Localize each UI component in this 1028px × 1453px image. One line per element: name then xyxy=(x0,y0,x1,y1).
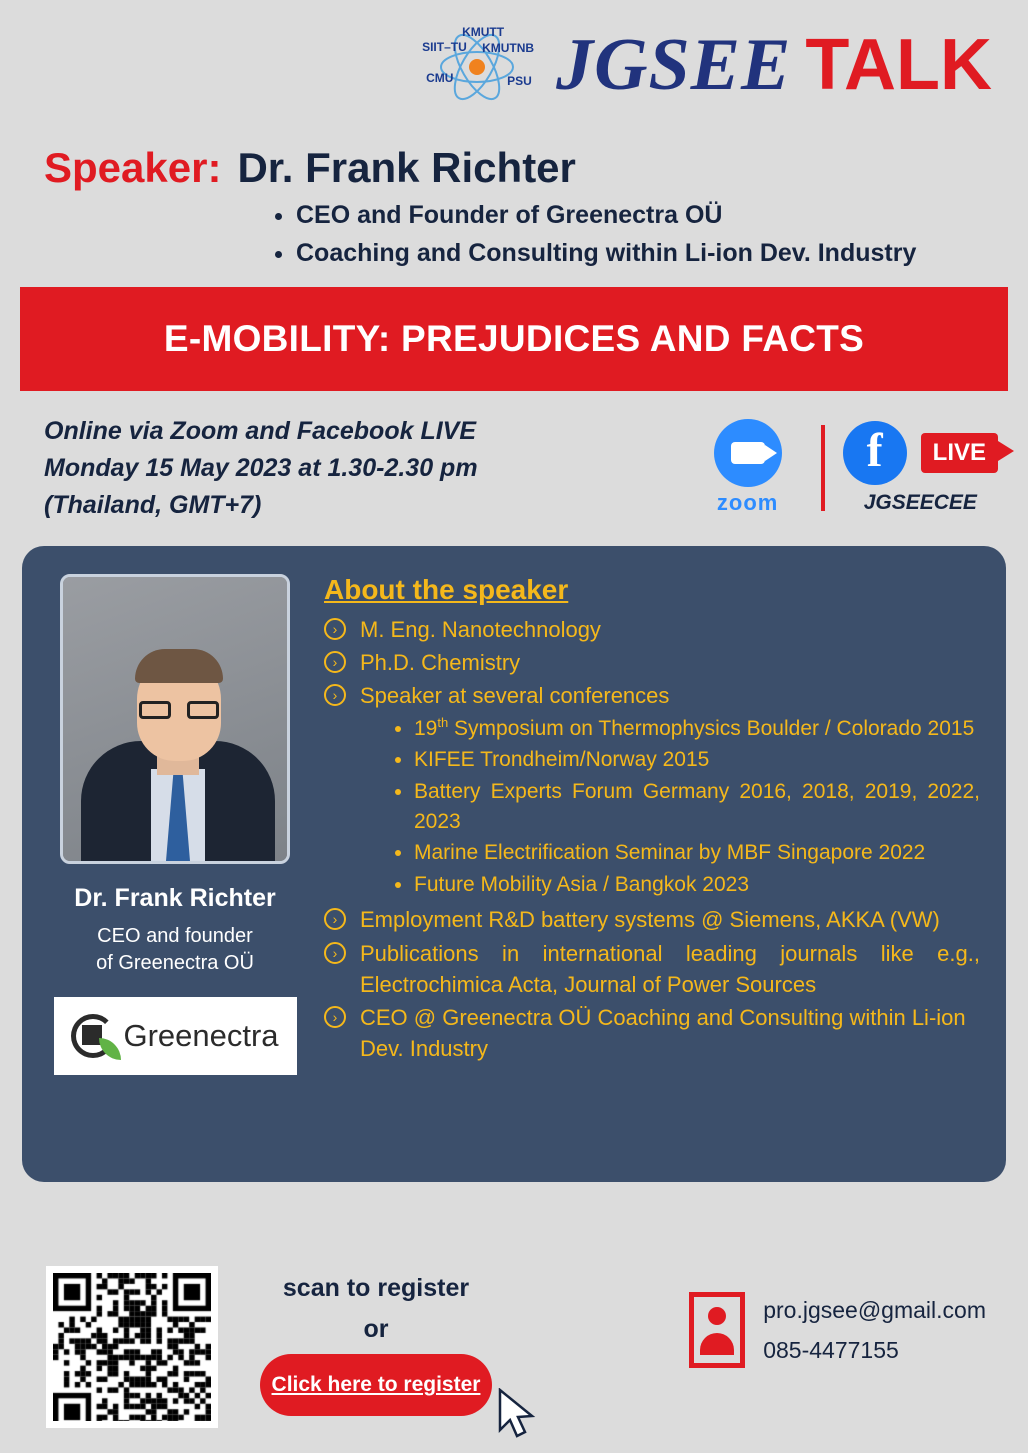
schedule-section xyxy=(0,391,1028,524)
about-item-text: Speaker at several conferences xyxy=(360,683,670,709)
contact-email: pro.jgsee@gmail.com xyxy=(763,1297,986,1323)
chevron-right-icon: › xyxy=(324,1006,346,1028)
speaker-bullet-list xyxy=(274,198,988,271)
about-item xyxy=(324,614,980,645)
glasses-icon xyxy=(139,701,219,721)
greenectra-wordmark: Greenectra xyxy=(123,1018,279,1053)
mouse-cursor-icon xyxy=(494,1388,538,1442)
logo-label-kmutt: KMUTT xyxy=(462,25,505,39)
about-item xyxy=(324,1002,980,1064)
scan-instruction: scan to register xyxy=(282,1274,470,1302)
logo-label-kmutnb: KMUTNB xyxy=(482,41,535,55)
speaker-photo-column xyxy=(50,574,300,1156)
conference-list xyxy=(414,714,980,901)
speaker-photo xyxy=(60,574,290,864)
jgsee-atom-logo xyxy=(412,19,542,111)
speaker-bullet: • Coaching and Consulting within Li-ion Dev. Industry xyxy=(296,236,988,272)
live-badge: LIVE xyxy=(921,433,998,473)
register-button[interactable]: Click here to register xyxy=(260,1354,492,1416)
about-item-text: Publications in international leading journals like e.g., Electrochimica Acta, Journal of Power Sources xyxy=(360,940,980,997)
conference-item: • Battery Experts Forum Germany 2016, 2018, 2019, 2022, 2023 xyxy=(414,777,980,838)
talk-title: E-MOBILITY: PREJUDICES AND FACTS xyxy=(163,318,865,359)
facebook-block xyxy=(843,421,998,515)
conference-item: • Future Mobility Asia / Bangkok 2023 xyxy=(414,870,980,900)
talk-title-bar xyxy=(20,287,1008,391)
contact-block xyxy=(689,1290,986,1371)
chevron-right-icon: › xyxy=(324,942,346,964)
footer-section xyxy=(0,1258,1028,1453)
speaker-section xyxy=(0,130,1028,271)
header-banner xyxy=(0,0,1028,130)
greenectra-mark-icon xyxy=(71,1014,115,1058)
chevron-right-icon: › xyxy=(324,651,346,673)
register-column xyxy=(236,1274,516,1416)
chevron-right-icon: › xyxy=(324,908,346,930)
about-item xyxy=(324,680,980,900)
zoom-label: zoom xyxy=(716,490,779,515)
about-item xyxy=(324,647,980,678)
speaker-name: Dr. Frank Richter xyxy=(237,144,576,191)
logo-label-cmu: CMU xyxy=(426,71,454,85)
speaker-label: Speaker: xyxy=(44,144,222,191)
photo-caption-role-2: of Greenectra OÜ xyxy=(96,952,254,974)
logo-label-psu: PSU xyxy=(507,74,532,88)
about-speaker-content xyxy=(324,574,980,1156)
qr-code[interactable] xyxy=(46,1266,218,1428)
zoom-camera-glyph xyxy=(731,442,765,464)
about-item-text: Employment R&D battery systems @ Siemens, AKKA (VW) xyxy=(360,907,940,933)
chevron-right-icon: › xyxy=(324,618,346,640)
schedule-line-3: (Thailand, GMT+7) xyxy=(44,491,262,519)
zoom-circle xyxy=(714,419,782,487)
schedule-text xyxy=(44,413,693,524)
about-item-text: Ph.D. Chemistry xyxy=(360,650,521,676)
photo-caption-role-1: CEO and founder xyxy=(97,925,253,947)
about-item xyxy=(324,904,980,935)
speaker-bullet: • CEO and Founder of Greenectra OÜ xyxy=(296,198,988,234)
chevron-right-icon: › xyxy=(324,684,346,706)
greenectra-logo xyxy=(54,997,297,1075)
or-separator: or xyxy=(363,1315,389,1343)
conference-item: • KIFEE Trondheim/Norway 2015 xyxy=(414,745,980,775)
zoom-icon xyxy=(693,419,803,516)
photo-caption-name: Dr. Frank Richter xyxy=(74,884,276,912)
about-item xyxy=(324,938,980,1000)
platform-icons xyxy=(693,413,998,516)
logo-label-siit-tu: SIIT–TU xyxy=(422,40,467,54)
brand-talk: TALK xyxy=(805,25,992,105)
conference-item: • Marine Electrification Seminar by MBF Singapore 2022 xyxy=(414,838,980,868)
about-item-text: CEO @ Greenectra OÜ Coaching and Consulting within Li-ion Dev. Industry xyxy=(360,1005,966,1062)
vertical-divider xyxy=(821,425,825,511)
conference-item: • 19th Symposium on Thermophysics Boulder / Colorado 2015 xyxy=(414,714,980,744)
contact-phone: 085-4477155 xyxy=(763,1337,899,1364)
brand-jgsee: JGSEE xyxy=(556,23,792,106)
about-speaker-panel xyxy=(22,546,1006,1182)
person-icon xyxy=(689,1292,745,1368)
facebook-icon: f xyxy=(843,421,907,485)
about-heading: About the speaker xyxy=(324,574,569,605)
about-list xyxy=(324,614,980,1065)
about-item-text: M. Eng. Nanotechnology xyxy=(360,617,601,642)
facebook-handle: JGSEECEE xyxy=(863,490,977,514)
schedule-line-2: Monday 15 May 2023 at 1.30-2.30 pm xyxy=(44,454,478,482)
schedule-line-1: Online via Zoom and Facebook LIVE xyxy=(44,417,477,445)
